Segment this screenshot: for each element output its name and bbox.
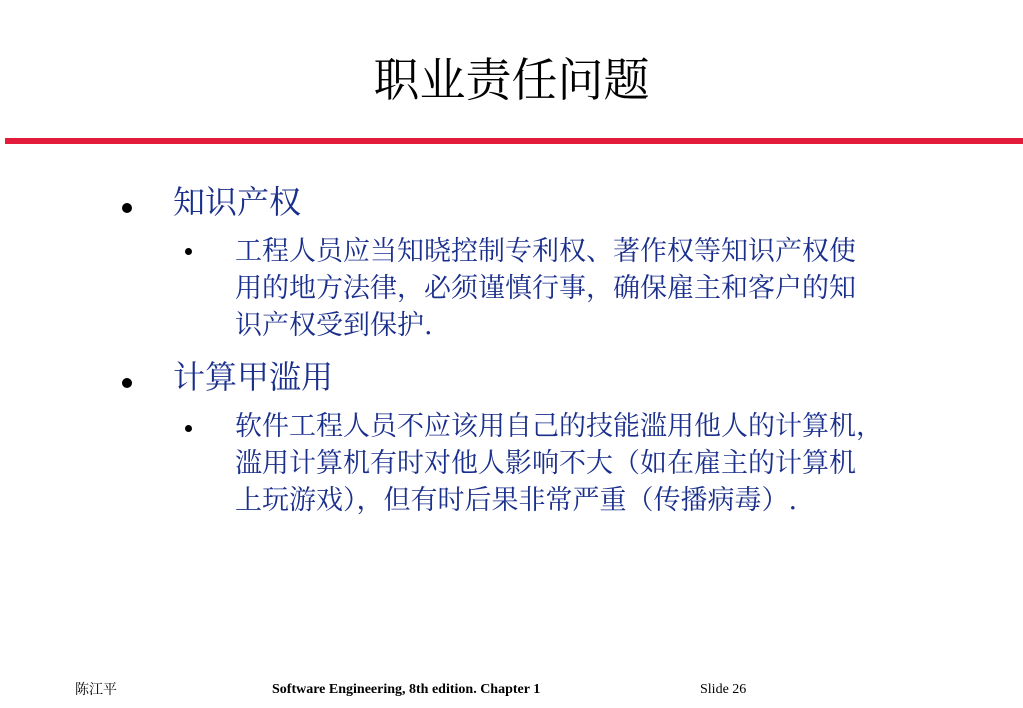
bullet-dot-icon (122, 203, 132, 213)
bullet-heading-computer-misuse: 计算甲滥用 (173, 358, 334, 396)
sub-bullet-dot-icon (185, 425, 192, 432)
bullet-dot-icon (122, 378, 132, 388)
bullet-body-computer-misuse (235, 408, 995, 519)
footer-author: 陈江平 (75, 682, 117, 698)
body-line: 上玩游戏），但有时后果非常严重（传播病毒）. (235, 485, 798, 516)
sub-bullet-dot-icon (185, 248, 192, 255)
slide-title: 职业责任问题 (373, 53, 650, 107)
footer-book-title: Software Engineering, 8th edition. Chapter 1 (272, 682, 541, 697)
body-line: 识产权受到保护. (235, 310, 433, 341)
bullet-heading-intellectual-property: 知识产权 (173, 183, 302, 221)
footer-slide-number: Slide 26 (700, 682, 747, 697)
bullet-body-intellectual-property (235, 233, 995, 344)
body-line: 工程人员应当知晓控制专利权、著作权等知识产权使 (235, 236, 856, 267)
body-line: 软件工程人员不应该用自己的技能滥用他人的计算机， (235, 411, 883, 442)
body-line: 滥用计算机有时对他人影响不大（如在雇主的计算机 (235, 448, 856, 479)
body-line: 用的地方法律，必须谨慎行事，确保雇主和客户的知 (235, 273, 856, 304)
